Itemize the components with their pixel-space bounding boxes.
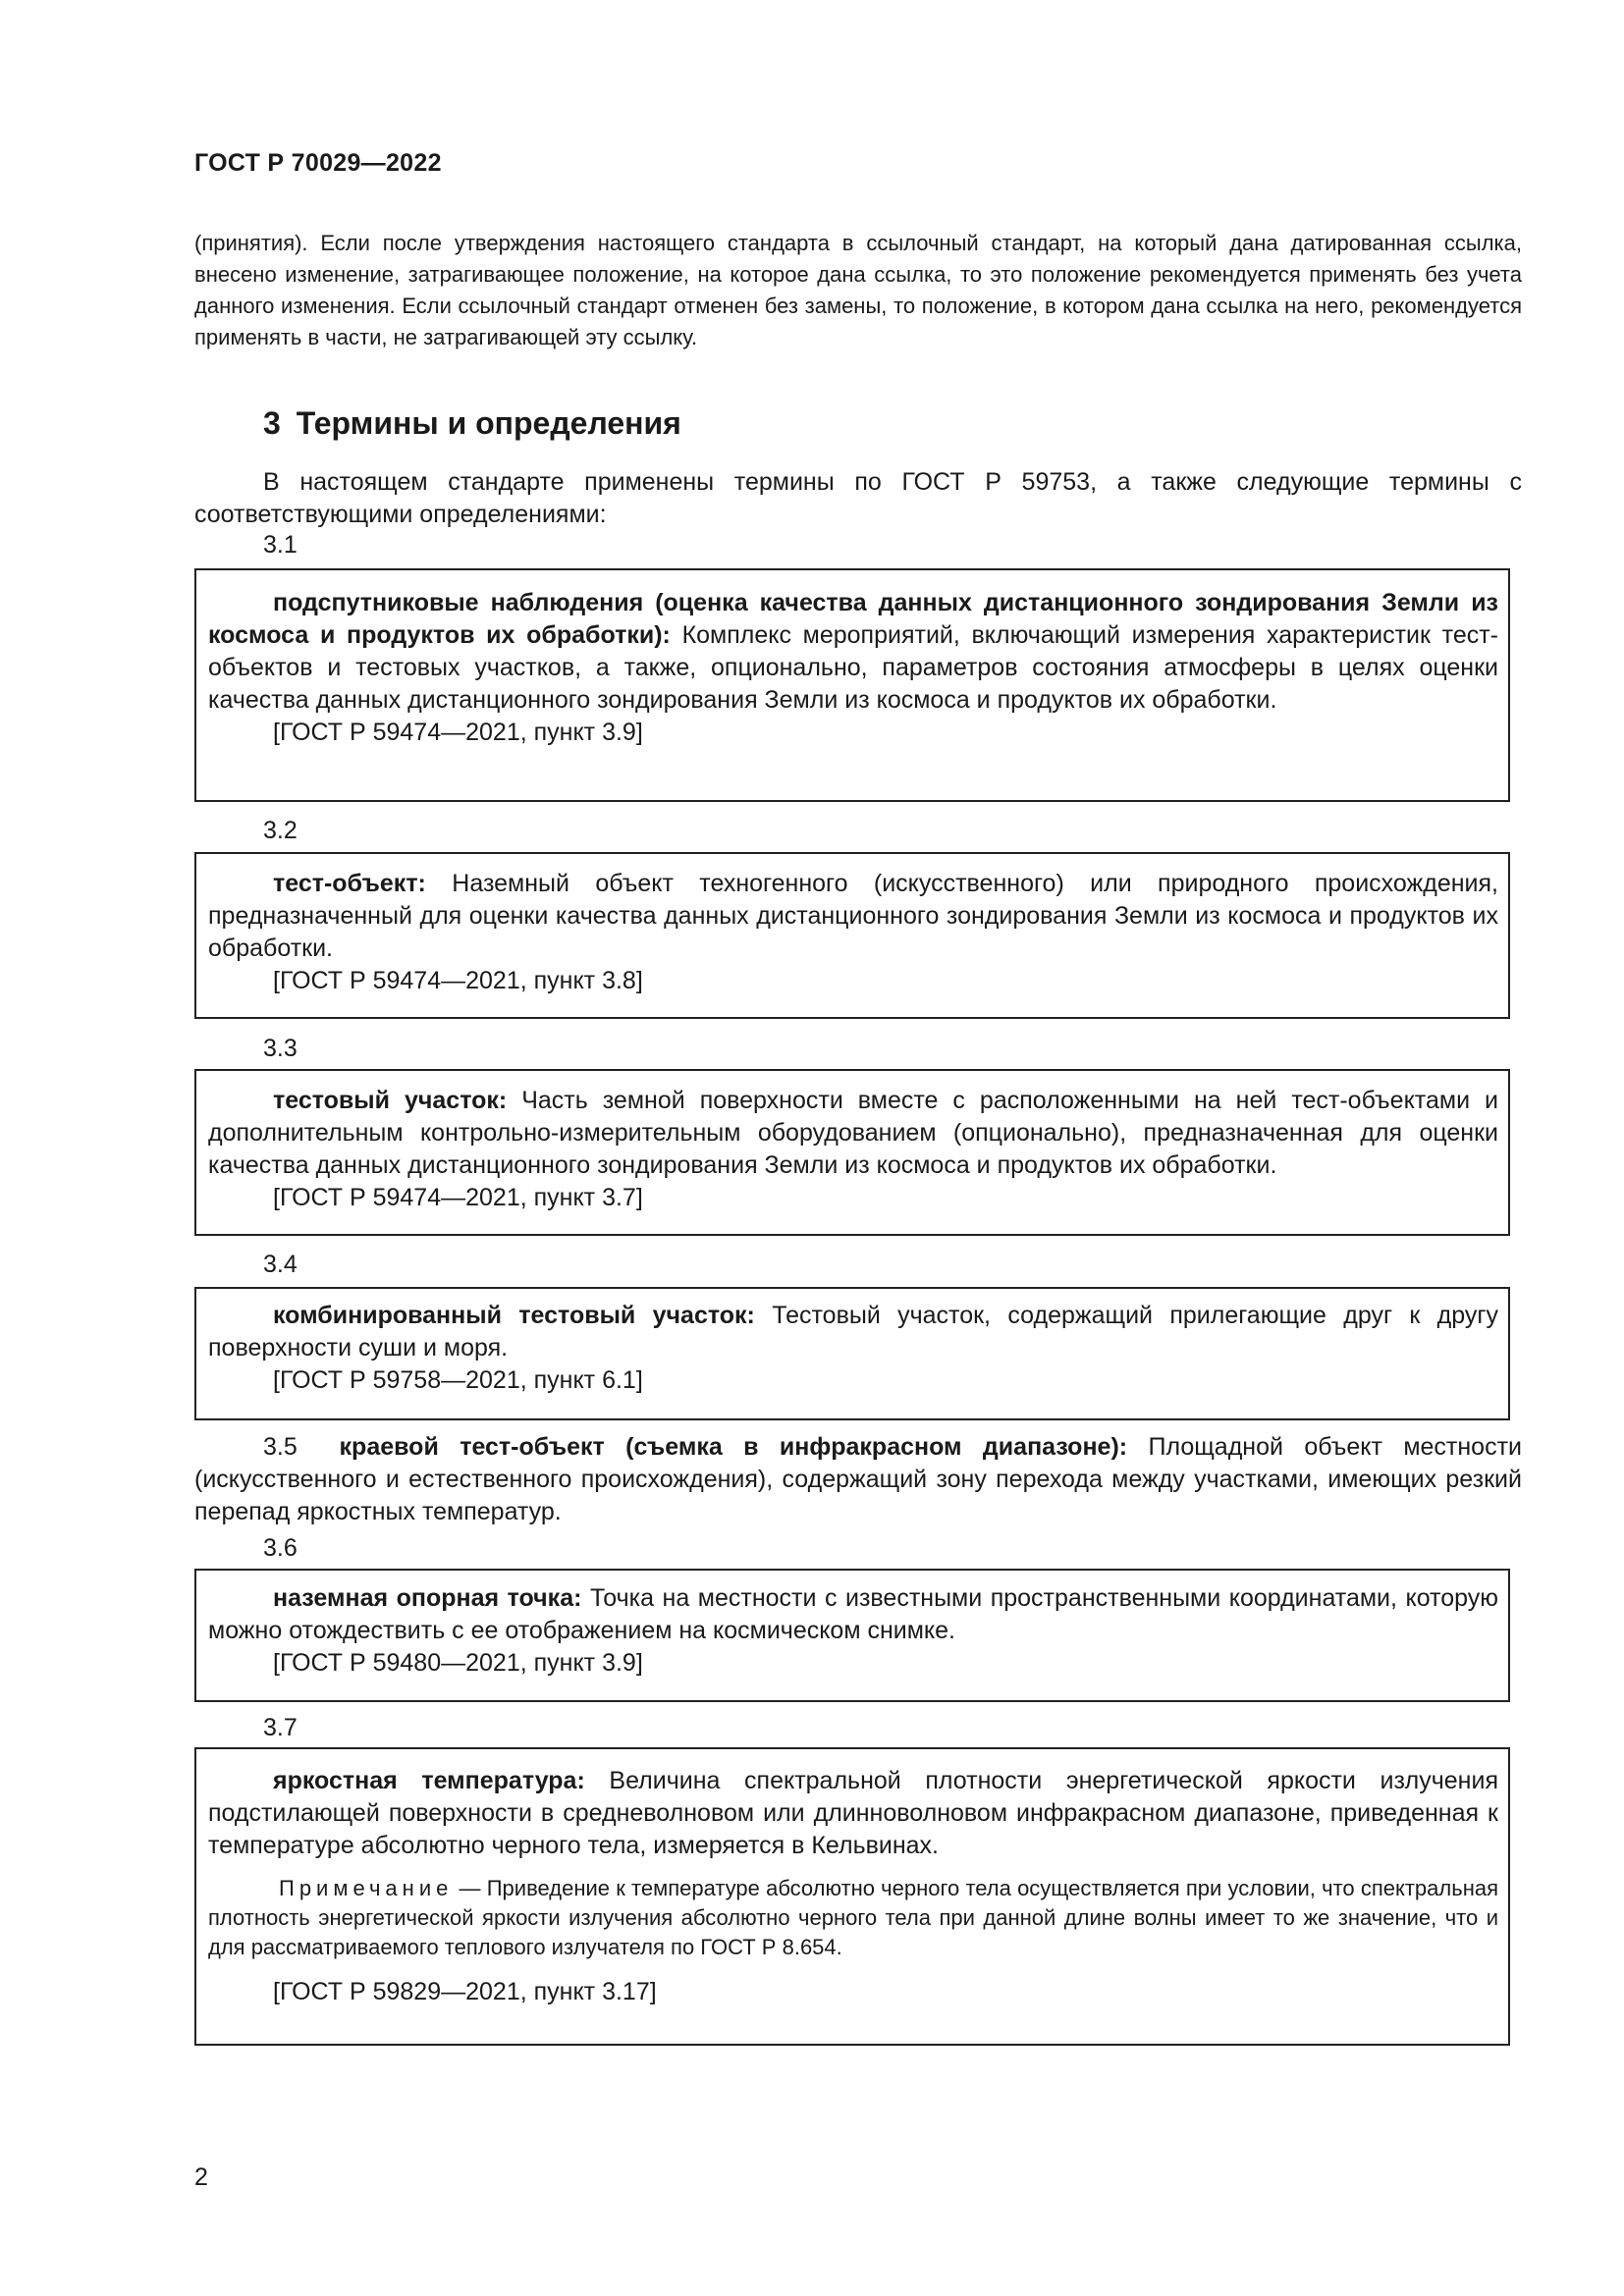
term-name: комбинированный тестовый участок: [273,1302,755,1329]
term-definition-text: Величина спектральной плотности энергетической яркости излучения подстилающей поверхности в средневолновом или длинноволновом инфракрасном диапазоне, приведенная к температуре абсолютно черного тела, измеряется в Кельвинах. [208,1767,1498,1859]
term-box [194,1569,1510,1702]
term-definition [208,1300,1498,1364]
term-note [208,1874,1498,1962]
term-source: [ГОСТ Р 59480—2021, пункт 3.9] [273,1649,643,1677]
term-definition-text: Комплекс мероприятий, включающий измерения характеристик тест-объектов и тестовых участков, а также, опционально, параметров состояния атмосферы в целях оценки качества данных дистанционного зондирования Земли из космоса и продуктов их обработки. [208,621,1498,714]
term-definition-text: Тестовый участок, содержащий прилегающие друг к другу поверхности суши и моря. [208,1302,1498,1362]
term-name: тест-объект: [273,870,426,897]
term-definition-text: Часть земной поверхности вместе с расположенными на ней тест-объектами и дополнительным контрольно-измерительным оборудованием (опционально), предназначенная для оценки качества данных дистанционного зондирования Земли из космоса и продуктов их обработки. [208,1087,1498,1179]
term-box [194,1747,1510,2046]
term-definition-text: Наземный объект техногенного (искусственного) или природного происхождения, предназначенный для оценки качества данных дистанционного зондирования Земли из космоса и продуктов их обработки. [208,870,1498,962]
page-number: 2 [194,2163,208,2191]
term-box [194,852,1510,1019]
term-source: [ГОСТ Р 59758—2021, пункт 6.1] [273,1366,643,1394]
term-source: [ГОСТ Р 59474—2021, пункт 3.9] [273,719,643,746]
term-definition [208,1582,1498,1647]
term-inline [194,1431,1522,1528]
section-number: 3 [263,405,281,441]
term-number: 3.7 [263,1714,298,1741]
term-definition [208,1765,1498,1862]
term-name: тестовый участок: [273,1087,508,1114]
term-name: краевой тест-объект (съемка в инфракрасном диапазоне): [339,1433,1128,1461]
section-title-text: Термины и определения [296,405,681,441]
term-source: [ГОСТ Р 59474—2021, пункт 3.7] [273,1184,643,1211]
term-number: 3.6 [263,1534,298,1562]
intro-paragraph: (принятия). Если после утверждения настоящего стандарта в ссылочный стандарт, на который дана датированная ссылка, внесено изменение, затрагивающее положение, на которое дана ссылка, то это положение рекомендуется применять без учета данного изменения. Если ссылочный стандарт отменен без замены, то положение, в котором дана ссылка на него, рекомендуется применять в части, не затрагивающей эту ссылку. [194,231,1522,349]
term-source: [ГОСТ Р 59474—2021, пункт 3.8] [273,967,643,994]
term-number: 3.5 [263,1433,298,1461]
term-definition [208,1085,1498,1182]
term-definition [208,587,1498,717]
term-number: 3.4 [263,1251,298,1278]
document-header: ГОСТ Р 70029—2022 [194,149,442,177]
term-definition-text: Площадной объект местности (искусственного и естественного происхождения), содержащий зону перехода между участками, имеющих резкий перепад яркостных температур. [194,1433,1522,1525]
term-source: [ГОСТ Р 59829—2021, пункт 3.17] [273,1978,657,2005]
term-name: яркостная температура: [273,1767,585,1794]
term-name: подспутниковые наблюдения (оценка качества данных дистанционного зондирования Земли из космоса и продуктов их обработки): [208,589,1498,649]
section-title [263,405,681,442]
term-name: наземная опорная точка: [273,1584,582,1612]
section-intro: В настоящем стандарте применены термины по ГОСТ Р 59753, а также следующие термины с соответствующими определениями: [194,468,1522,528]
note-label: Примечание [279,1876,454,1900]
term-box [194,1069,1510,1236]
term-number: 3.3 [263,1035,298,1062]
term-definition-text: Точка на местности с известными пространственными координатами, которую можно отождествить с ее отображением на космическом снимке. [208,1584,1499,1644]
term-box [194,1287,1510,1420]
term-number: 3.2 [263,817,298,844]
term-box [194,568,1510,802]
term-number: 3.1 [263,531,298,559]
term-definition [208,868,1498,965]
note-text: — Приведение к температуре абсолютно черного тела осуществляется при условии, что спектральная плотность энергетической яркости излучения абсолютно черного тела при данной длине волны имеет то же значение, что и для рассматриваемого теплового излучателя по ГОСТ Р 8.654. [208,1876,1498,1959]
